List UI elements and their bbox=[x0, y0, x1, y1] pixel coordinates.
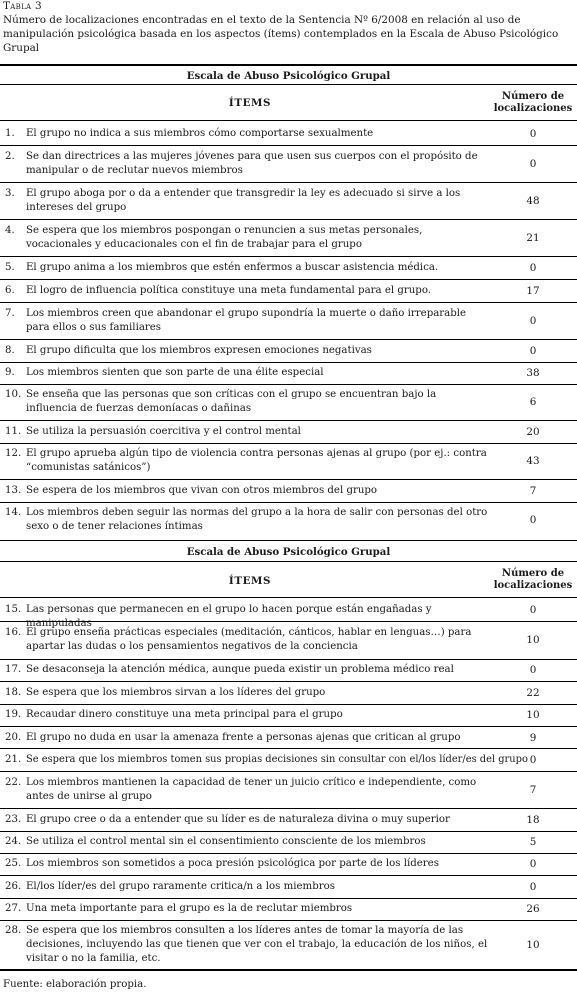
item-value: 0 bbox=[529, 158, 537, 170]
item-value: 5 bbox=[529, 836, 537, 848]
item-number: 7. bbox=[5, 308, 15, 319]
item-text: Los miembros son sometidos a poca presión psicológica por parte de los líderes bbox=[26, 858, 439, 869]
item-number: 6. bbox=[5, 285, 15, 296]
row-rule bbox=[0, 875, 577, 876]
item-number: 26. bbox=[5, 881, 22, 892]
item-value: 0 bbox=[529, 345, 537, 357]
item-number: 1. bbox=[5, 128, 15, 139]
item-number: 27. bbox=[5, 903, 22, 914]
item-value: 0 bbox=[529, 664, 537, 676]
row-rule bbox=[0, 771, 577, 772]
item-value: 0 bbox=[529, 754, 537, 766]
item-text: Se dan directrices a las mujeres jóvenes para que usen sus cuerpos con el propósito de manipular o de reclutar nuevos miembros bbox=[26, 151, 478, 176]
header-items-2: ÍTEMS bbox=[228, 575, 272, 587]
item-value: 7 bbox=[529, 784, 537, 796]
table-caption: Número de localizaciones encontradas en el texto de la Sentencia Nº 6/2008 en relación al uso de manipulación psicológica basada en los aspectos (ítems) contemplados en la Escala de Abuso Psicológico Grupal bbox=[3, 14, 559, 54]
item-text: El grupo aprueba algún tipo de violencia contra personas ajenas al grupo (por ej.: contra “comunistas satánicos”) bbox=[26, 448, 487, 473]
header-count-line2: localizaciones bbox=[493, 580, 573, 591]
item-value: 0 bbox=[529, 604, 537, 616]
row-rule bbox=[0, 704, 577, 705]
item-value: 0 bbox=[529, 858, 537, 870]
row-rule bbox=[0, 681, 577, 682]
item-number: 11. bbox=[5, 426, 22, 437]
item-text: El grupo aboga por o da a entender que transgredir la ley es adecuado si sirve a los intereses del grupo bbox=[26, 188, 461, 213]
header-count-line2: localizaciones bbox=[493, 103, 573, 114]
item-text: El grupo dificulta que los miembros expresen emociones negativas bbox=[26, 345, 372, 356]
row-rule bbox=[0, 831, 577, 832]
item-value: 0 bbox=[529, 315, 537, 327]
row-rule bbox=[0, 808, 577, 809]
item-value: 38 bbox=[526, 367, 540, 379]
item-text: El/los líder/es del grupo raramente critica/n a los miembros bbox=[26, 881, 335, 892]
header-count-2 bbox=[492, 568, 574, 592]
item-text: El grupo no indica a sus miembros cómo comportarse sexualmente bbox=[26, 128, 374, 139]
header-count-line1: Número de bbox=[501, 568, 565, 579]
item-number: 25. bbox=[5, 858, 22, 869]
item-text: Los miembros mantienen la capacidad de tener un juicio crítico e independiente, como antes de unirse al grupo bbox=[26, 777, 477, 802]
item-text: El grupo anima a los miembros que estén enfermos a buscar asistencia médica. bbox=[26, 262, 439, 273]
row-rule bbox=[0, 279, 577, 280]
row-rule bbox=[0, 502, 577, 503]
item-number: 22. bbox=[5, 777, 22, 788]
item-value: 0 bbox=[529, 881, 537, 893]
row-rule bbox=[0, 219, 577, 220]
item-value: 43 bbox=[526, 455, 540, 467]
item-text: Una meta importante para el grupo es la de reclutar miembros bbox=[26, 903, 353, 914]
row-rule bbox=[0, 659, 577, 660]
row-rule bbox=[0, 384, 577, 385]
item-value: 18 bbox=[526, 814, 540, 826]
item-text: Se utiliza la persuasión coercitiva y el control mental bbox=[26, 426, 301, 437]
item-text: El logro de influencia política constituye una meta fundamental para el grupo. bbox=[26, 285, 432, 296]
item-text: Se espera que los miembros consulten a los líderes antes de tomar la mayoría de las decisiones, incluyendo las que tienen que ver con el trabajo, la educación de los niños, el visitar o no la familia, etc. bbox=[26, 925, 488, 964]
item-number: 20. bbox=[5, 732, 22, 743]
item-value: 26 bbox=[526, 903, 540, 915]
item-number: 15. bbox=[5, 604, 22, 615]
item-value: 0 bbox=[529, 262, 537, 274]
row-rule bbox=[0, 748, 577, 749]
row-rule bbox=[0, 726, 577, 727]
item-number: 24. bbox=[5, 836, 22, 847]
item-value: 0 bbox=[529, 128, 537, 140]
item-number: 28. bbox=[5, 925, 22, 936]
item-value: 10 bbox=[526, 939, 540, 951]
item-text: Se desaconseja la atención médica, aunque pueda existir un problema médico real bbox=[26, 664, 454, 675]
item-text: Los miembros creen que abandonar el grupo supondría la muerte o daño irreparable para ellos o sus familiares bbox=[26, 308, 467, 333]
item-text: El grupo cree o da a entender que su líder es de naturaleza divina o muy superior bbox=[26, 814, 450, 825]
bottom-rule bbox=[0, 969, 577, 971]
item-number: 10. bbox=[5, 389, 22, 400]
item-number: 13. bbox=[5, 485, 22, 496]
section-rule-1 bbox=[0, 84, 577, 85]
item-text: El grupo no duda en usar la amenaza frente a personas ajenas que critican al grupo bbox=[26, 732, 461, 743]
item-number: 19. bbox=[5, 709, 22, 720]
item-value: 22 bbox=[526, 687, 540, 699]
item-number: 2. bbox=[5, 151, 15, 162]
item-text: El grupo enseña prácticas especiales (meditación, cánticos, hablar en lenguas…) para apartar las dudas o los pensamientos negativos de la conciencia bbox=[26, 627, 472, 652]
row-rule bbox=[0, 853, 577, 854]
row-rule bbox=[0, 420, 577, 421]
section-end-rule-1 bbox=[0, 540, 577, 541]
row-rule bbox=[0, 182, 577, 183]
item-value: 21 bbox=[526, 232, 540, 244]
item-number: 3. bbox=[5, 188, 15, 199]
item-number: 12. bbox=[5, 448, 22, 459]
row-rule bbox=[0, 898, 577, 899]
item-value: 17 bbox=[526, 285, 540, 297]
item-number: 4. bbox=[5, 225, 15, 236]
section-title-1: Escala de Abuso Psicológico Grupal bbox=[186, 70, 391, 82]
row-rule bbox=[0, 920, 577, 921]
item-text: Recaudar dinero constituye una meta principal para el grupo bbox=[26, 709, 343, 720]
item-number: 9. bbox=[5, 367, 15, 378]
header-rule-1 bbox=[0, 120, 577, 121]
item-value: 0 bbox=[529, 514, 537, 526]
item-text: Se utiliza el control mental sin el consentimiento consciente de los miembros bbox=[26, 836, 426, 847]
item-text: Las personas que permanecen en el grupo lo hacen porque están engañadas y manipuladas bbox=[26, 604, 432, 629]
row-rule bbox=[0, 145, 577, 146]
item-number: 17. bbox=[5, 664, 22, 675]
item-number: 5. bbox=[5, 262, 15, 273]
top-rule bbox=[0, 64, 577, 66]
item-value: 48 bbox=[526, 195, 540, 207]
item-value: 20 bbox=[526, 426, 540, 438]
header-count-line1: Número de bbox=[501, 91, 565, 102]
item-value: 10 bbox=[526, 634, 540, 646]
item-text: Los miembros sienten que son parte de una élite especial bbox=[26, 367, 324, 378]
item-number: 14. bbox=[5, 507, 22, 518]
header-count-1 bbox=[492, 91, 574, 115]
item-text: Se espera que los miembros tomen sus propias decisiones sin consultar con el/los líder/es del grupo bbox=[26, 754, 528, 765]
item-number: 21. bbox=[5, 754, 22, 765]
row-rule bbox=[0, 443, 577, 444]
row-rule bbox=[0, 256, 577, 257]
header-rule-2 bbox=[0, 597, 577, 598]
row-rule bbox=[0, 621, 577, 622]
item-value: 7 bbox=[529, 485, 537, 497]
item-value: 9 bbox=[529, 732, 537, 744]
item-number: 16. bbox=[5, 627, 22, 638]
table-source-note: Fuente: elaboración propia. bbox=[3, 979, 147, 990]
table-label: Tabla 3 bbox=[3, 0, 43, 12]
header-items-1: ÍTEMS bbox=[228, 97, 272, 109]
item-value: 6 bbox=[529, 396, 537, 408]
section-rule-2 bbox=[0, 561, 577, 562]
section-title-2: Escala de Abuso Psicológico Grupal bbox=[186, 546, 391, 558]
item-number: 18. bbox=[5, 687, 22, 698]
item-number: 23. bbox=[5, 814, 22, 825]
row-rule bbox=[0, 302, 577, 303]
item-text: Se espera que los miembros sirvan a los líderes del grupo bbox=[26, 687, 326, 698]
item-text: Se enseña que las personas que son críticas con el grupo se encuentran bajo la influencia de fuerzas demoníacas o dañinas bbox=[26, 389, 437, 414]
row-rule bbox=[0, 362, 577, 363]
item-number: 8. bbox=[5, 345, 15, 356]
item-value: 10 bbox=[526, 709, 540, 721]
item-text: Los miembros deben seguir las normas del grupo a la hora de salir con personas del otro sexo o de tener relaciones íntimas bbox=[26, 507, 488, 532]
item-text: Se espera de los miembros que vivan con otros miembros del grupo bbox=[26, 485, 378, 496]
item-text: Se espera que los miembros pospongan o renuncien a sus metas personales, vocacionales y educacionales con el fin de trabajar para el grupo bbox=[26, 225, 423, 250]
row-rule bbox=[0, 479, 577, 480]
row-rule bbox=[0, 339, 577, 340]
